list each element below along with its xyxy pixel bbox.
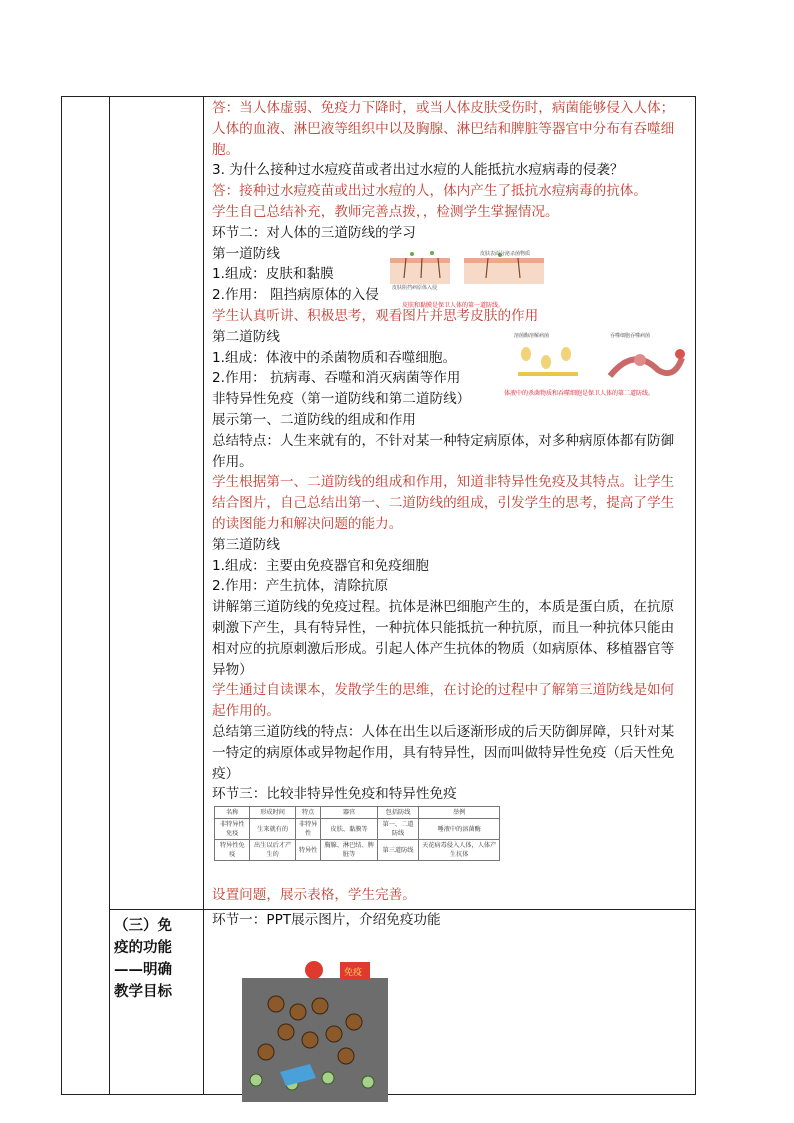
text-line: 答：当人体虚弱、免疫力下降时，或当人体皮肤受伤时，病菌能够侵入人体； xyxy=(212,100,675,116)
table-row xyxy=(215,819,500,840)
text-line: 胞。 xyxy=(212,141,240,158)
section3-text: 环节一：PPT展示图片，介绍免疫功能 xyxy=(212,912,441,928)
text-line: 2.作用： 抗病毒、吞噬和消灭病菌等作用 xyxy=(212,370,461,387)
text-line: 一特定的病原体或异物起作用，具有特异性，因而叫做特异性免疫（后天性免 xyxy=(212,744,675,761)
text-line: 的读图能力和解决问题的能力。 xyxy=(212,515,403,532)
text-line: 1.组成：体液中的杀菌物质和吞噬细胞。 xyxy=(212,349,457,366)
fig2-sublabel-left: 溶菌酶溶解病菌 xyxy=(514,333,550,339)
fig1-sublabel-left: 皮肤阻挡病原体入侵 xyxy=(392,285,438,291)
text-line: 展示第一、二道防线的组成和作用 xyxy=(212,411,416,428)
text-line: 环节二：对人体的三道防线的学习 xyxy=(212,224,416,241)
table-cell: 胸腺、淋巴结、脾脏等 xyxy=(321,840,377,861)
figure-second-defense xyxy=(504,332,694,404)
comparison-table xyxy=(214,806,500,861)
table-cell: 皮肤、黏膜等 xyxy=(321,819,377,840)
text-line: 第一道防线 xyxy=(212,245,280,262)
text-line: 第三道防线 xyxy=(212,536,280,553)
text-line: 2.作用： 阻挡病原体的入侵 xyxy=(212,287,379,304)
text-line: 环节三：比较非特异性免疫和特异性免疫 xyxy=(212,786,457,803)
fig1-sublabel-right: 皮肤表面分泌杀菌物质 xyxy=(480,251,531,257)
text-line: 1.组成：主要由免疫器官和免疫细胞 xyxy=(212,557,429,574)
text-line: 人体的血液、淋巴液等组织中以及胸腺、淋巴结和脾脏等器官中分布有吞噬细 xyxy=(212,120,675,137)
table-cell: 天花病毒侵入人体，人体产生抗体 xyxy=(419,840,500,861)
section3-label-line: （三）免 xyxy=(114,918,172,934)
text-line: 2.作用：产生抗体，清除抗原 xyxy=(212,578,389,595)
text-line: 答：接种过水痘疫苗或出过水痘的人，体内产生了抵抗水痘病毒的抗体。 xyxy=(212,183,647,200)
table-cell: 唾液中的溶菌酶 xyxy=(419,819,500,840)
fig2-sublabel-right: 吞噬细胞吞噬病菌 xyxy=(610,333,651,339)
table-header-cell: 包括防线 xyxy=(377,807,419,819)
table-cell: 特异性 xyxy=(295,840,321,861)
column-divider-1 xyxy=(109,97,110,1094)
table-cell: 第一、二道防线 xyxy=(377,819,419,840)
body-fluid-illustration xyxy=(504,340,694,384)
table-cell: 特异性免疫 xyxy=(215,840,250,861)
text-line: 总结特点：人生来就有的，不针对某一种特定病原体，对多种病原体都有防御 xyxy=(212,432,675,449)
table-header-cell: 特点 xyxy=(295,807,321,819)
section3-label-line: ——明确 xyxy=(114,962,172,978)
text-line: 讲解第三道防线的免疫过程。抗体是淋巴细胞产生的，本质是蛋白质，在抗原 xyxy=(212,599,675,616)
text-line: 刺激下产生，具有特异性，一种抗体只能抵抗一种抗原，而且一种抗体只能由 xyxy=(212,619,675,636)
text-line: 总结第三道防线的特点：人体在出生以后逐渐形成的后天防御屏障，只针对某 xyxy=(212,723,675,740)
table-cell: 第三道防线 xyxy=(377,840,419,861)
text-line: 学生自己总结补充，教师完善点拨，，检测学生掌握情况。 xyxy=(212,203,559,220)
figure-first-defense xyxy=(388,248,548,310)
table-header-cell: 举例 xyxy=(419,807,500,819)
fig1-caption: 皮肤和黏膜是保卫人体的第一道防线。 xyxy=(402,302,505,309)
text-line: 学生通过自读课本，发散学生的思维，在讨论的过程中了解第三道防线是如何 xyxy=(212,682,675,699)
section3-label-line: 疫的功能 xyxy=(114,940,172,956)
table-header-cell: 名称 xyxy=(215,807,250,819)
column-divider-2 xyxy=(203,97,204,1094)
text-line: 学生认真听讲、积极思考，观看图片并思考皮肤的作用 xyxy=(212,307,539,324)
text-line: 1.组成：皮肤和黏膜 xyxy=(212,266,334,283)
fig2-caption: 体液中的杀菌物质和吞噬细胞是保卫人体的第二道防线。 xyxy=(504,390,655,397)
section3-label-line: 教学目标 xyxy=(114,984,172,1000)
text-line: 第二道防线 xyxy=(212,328,280,345)
immune-cartoon xyxy=(236,960,391,1105)
text-line-after-table: 设置问题，展示表格，学生完善。 xyxy=(212,887,416,904)
text-line: 作用。 xyxy=(212,453,253,470)
section3-label xyxy=(114,915,200,1003)
text-line: 起作用的。 xyxy=(212,703,280,720)
table-row xyxy=(215,840,500,861)
table-cell: 出生以后才产生的 xyxy=(250,840,295,861)
text-line: 结合图片，自己总结出第一、二道防线的组成，引发学生的思考，提高了学生 xyxy=(212,495,675,512)
text-line: 学生根据第一、二道防线的组成和作用，知道非特异性免疫及其特点。让学生 xyxy=(212,474,675,491)
table-cell: 非特异性免疫 xyxy=(215,819,250,840)
lesson-content xyxy=(212,98,690,906)
text-line: 疫） xyxy=(212,765,240,782)
table-header-cell: 形成时间 xyxy=(250,807,295,819)
table-cell: 生来就有的 xyxy=(250,819,295,840)
text-line: 异物） xyxy=(212,661,253,678)
text-line: 3. 为什么接种过水痘疫苗或者出过水痘的人能抵抗水痘病毒的侵袭？ xyxy=(212,162,624,179)
cartoon-flag-text: 免疫 xyxy=(344,968,363,978)
table-header-cell: 器官 xyxy=(321,807,377,819)
text-line: 非特异性免疫（第一道防线和第二道防线） xyxy=(212,391,471,408)
table-cell: 非特异性 xyxy=(295,819,321,840)
text-line: 相对应的抗原刺激后形成。引起人体产生抗体的物质（如病原体、移植器官等 xyxy=(212,640,675,657)
